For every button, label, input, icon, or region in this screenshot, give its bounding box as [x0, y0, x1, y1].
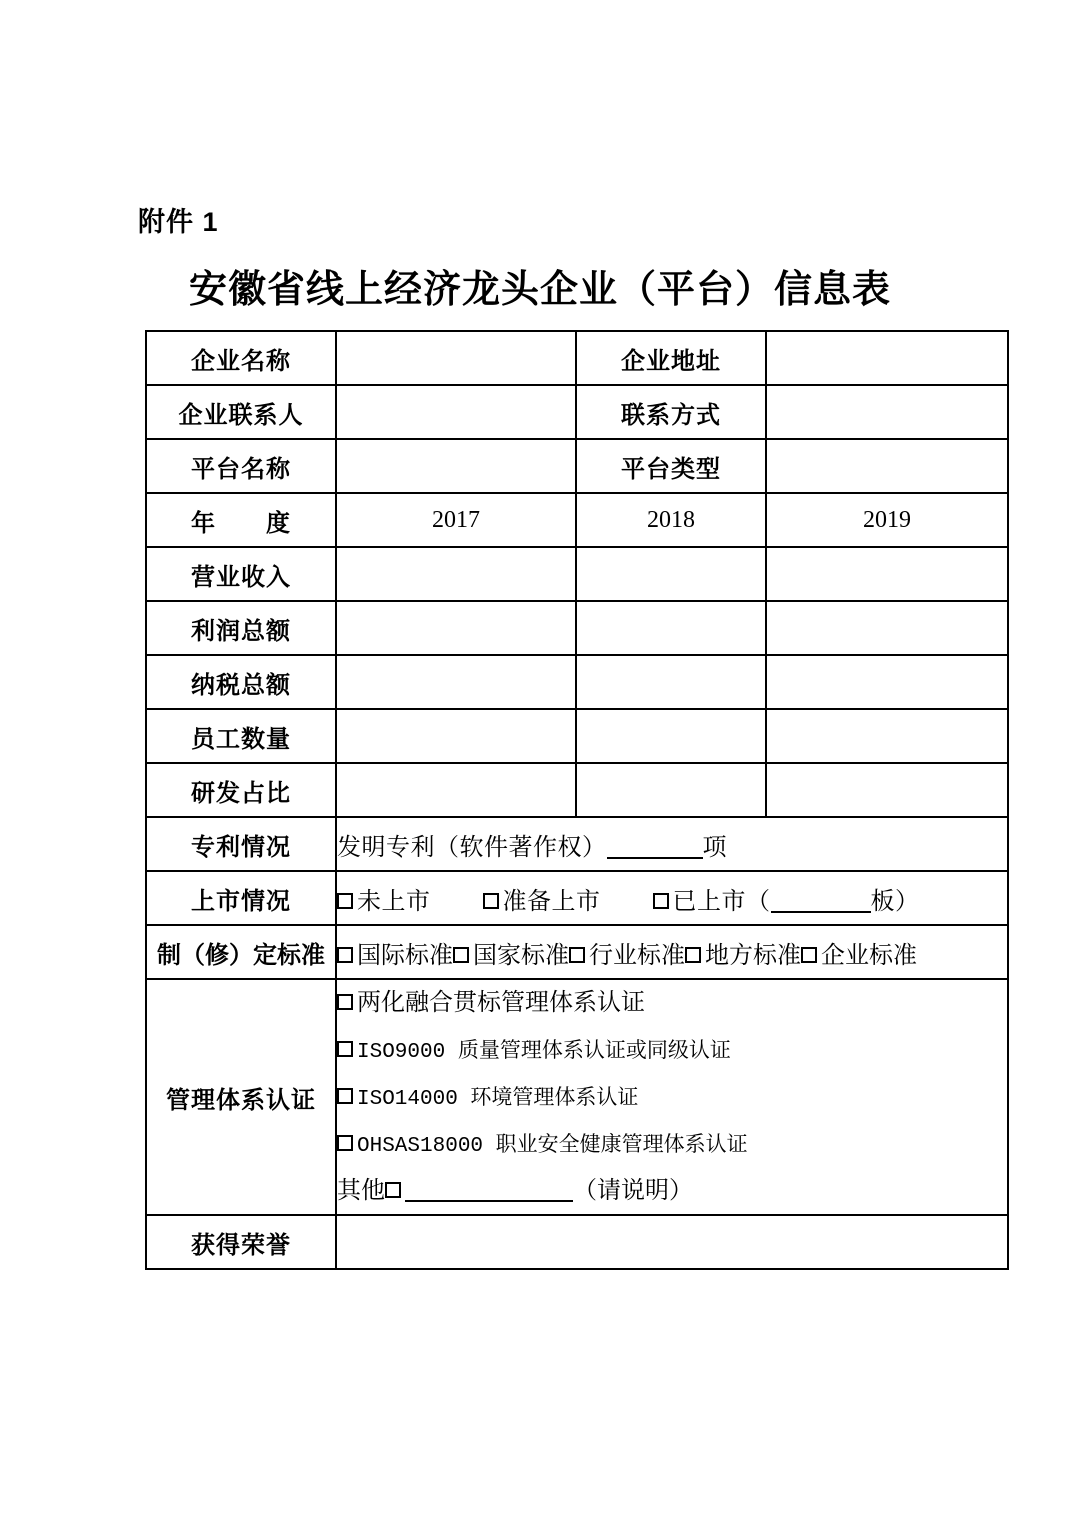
profit-2018-field[interactable] [576, 601, 766, 655]
standard-option-label: 国家标准 [473, 942, 569, 969]
checkbox-icon[interactable] [337, 1041, 353, 1057]
profit-2019-field[interactable] [766, 601, 1008, 655]
honor-label: 获得荣誉 [146, 1215, 336, 1269]
checkbox-icon[interactable] [337, 994, 353, 1010]
standard-option-label: 地方标准 [705, 942, 801, 969]
listing-option-label: 准备上市 [502, 888, 601, 915]
profit-2017-field[interactable] [336, 601, 576, 655]
table-row-honor [146, 1215, 1008, 1269]
table-row-standards [146, 925, 1008, 979]
platform-type-field[interactable] [766, 439, 1008, 493]
table-row-management-cert [146, 979, 1008, 1215]
standard-option-label: 行业标准 [589, 942, 685, 969]
table-row-year-header [146, 493, 1008, 547]
listing-option-label: 已上市（ [672, 888, 771, 915]
standard-option-enterprise[interactable] [801, 935, 917, 970]
listing-board-input[interactable] [771, 889, 871, 913]
listing-label: 上市情况 [146, 871, 336, 925]
page-title: 安徽省线上经济龙头企业（平台）信息表 [188, 269, 891, 311]
mgmt-option-iso9000[interactable] [337, 1027, 1007, 1074]
rd-ratio-2019-field[interactable] [766, 763, 1008, 817]
company-address-label: 企业地址 [576, 331, 766, 385]
patent-count-input[interactable] [607, 835, 703, 859]
mgmt-option-other[interactable] [337, 1168, 1007, 1215]
year-2019: 2019 [766, 493, 1008, 547]
standard-option-local[interactable] [685, 935, 801, 970]
patent-text-prefix: 发明专利（软件著作权） [337, 834, 607, 861]
rd-ratio-label: 研发占比 [146, 763, 336, 817]
employees-2018-field[interactable] [576, 709, 766, 763]
checkbox-icon[interactable] [453, 947, 469, 963]
checkbox-icon[interactable] [337, 893, 353, 909]
mgmt-option-label: ISO9000 质量管理体系认证或同级认证 [357, 1040, 731, 1064]
tax-label: 纳税总额 [146, 655, 336, 709]
checkbox-icon[interactable] [685, 947, 701, 963]
table-row [146, 547, 1008, 601]
listing-option-label: 未上市 [357, 888, 431, 915]
year-2018: 2018 [576, 493, 766, 547]
mgmt-other-input[interactable] [405, 1178, 573, 1202]
tax-2019-field[interactable] [766, 655, 1008, 709]
rd-ratio-2017-field[interactable] [336, 763, 576, 817]
standard-option-international[interactable] [337, 935, 453, 970]
year-label: 年 度 [146, 493, 336, 547]
listing-option-not-listed[interactable] [337, 881, 431, 916]
attachment-label: 附件 1 [138, 207, 219, 237]
employees-label: 员工数量 [146, 709, 336, 763]
checkbox-icon[interactable] [337, 1135, 353, 1151]
checkbox-icon[interactable] [653, 893, 669, 909]
table-row [146, 385, 1008, 439]
table-row [146, 601, 1008, 655]
table-row [146, 763, 1008, 817]
table-row [146, 439, 1008, 493]
standard-option-label: 国际标准 [357, 942, 453, 969]
year-2017: 2017 [336, 493, 576, 547]
platform-type-label: 平台类型 [576, 439, 766, 493]
table-row [146, 655, 1008, 709]
checkbox-icon[interactable] [569, 947, 585, 963]
listing-option-listed[interactable] [653, 881, 920, 916]
honor-field[interactable] [336, 1215, 1008, 1269]
standards-content [336, 925, 1008, 979]
revenue-2019-field[interactable] [766, 547, 1008, 601]
checkbox-icon[interactable] [385, 1182, 401, 1198]
mgmt-option-label: 两化融合贯标管理体系认证 [357, 990, 645, 1016]
checkbox-icon[interactable] [483, 893, 499, 909]
table-row-patent [146, 817, 1008, 871]
mgmt-option-iso14000[interactable] [337, 1074, 1007, 1121]
employees-2019-field[interactable] [766, 709, 1008, 763]
management-cert-content [336, 979, 1008, 1215]
revenue-2017-field[interactable] [336, 547, 576, 601]
standard-option-industry[interactable] [569, 935, 685, 970]
standard-option-label: 企业标准 [821, 942, 917, 969]
checkbox-icon[interactable] [337, 1088, 353, 1104]
table-row [146, 331, 1008, 385]
mgmt-other-suffix: （请说明） [573, 1177, 693, 1204]
management-cert-label: 管理体系认证 [146, 979, 336, 1215]
contact-method-label: 联系方式 [576, 385, 766, 439]
platform-name-label: 平台名称 [146, 439, 336, 493]
mgmt-option-label: OHSAS18000 职业安全健康管理体系认证 [357, 1134, 748, 1158]
mgmt-other-prefix: 其他 [337, 1177, 385, 1204]
patent-content [336, 817, 1008, 871]
listing-content [336, 871, 1008, 925]
tax-2017-field[interactable] [336, 655, 576, 709]
company-address-field[interactable] [766, 331, 1008, 385]
standards-label: 制（修）定标准 [146, 925, 336, 979]
mgmt-option-ohsas18000[interactable] [337, 1121, 1007, 1168]
mgmt-option-integration[interactable] [337, 980, 1007, 1027]
platform-name-field[interactable] [336, 439, 576, 493]
contact-person-field[interactable] [336, 385, 576, 439]
standard-option-national[interactable] [453, 935, 569, 970]
table-row-listing [146, 871, 1008, 925]
profit-label: 利润总额 [146, 601, 336, 655]
listing-suffix: 板） [870, 888, 920, 915]
company-info-form [145, 330, 1009, 1270]
contact-person-label: 企业联系人 [146, 385, 336, 439]
tax-2018-field[interactable] [576, 655, 766, 709]
listing-option-preparing[interactable] [483, 881, 601, 916]
revenue-2018-field[interactable] [576, 547, 766, 601]
rd-ratio-2018-field[interactable] [576, 763, 766, 817]
checkbox-icon[interactable] [337, 947, 353, 963]
employees-2017-field[interactable] [336, 709, 576, 763]
contact-method-field[interactable] [766, 385, 1008, 439]
patent-text-suffix: 项 [702, 834, 727, 861]
checkbox-icon[interactable] [801, 947, 817, 963]
company-name-label: 企业名称 [146, 331, 336, 385]
patent-label: 专利情况 [146, 817, 336, 871]
table-row [146, 709, 1008, 763]
mgmt-option-label: ISO14000 环境管理体系认证 [357, 1087, 639, 1111]
company-name-field[interactable] [336, 331, 576, 385]
revenue-label: 营业收入 [146, 547, 336, 601]
